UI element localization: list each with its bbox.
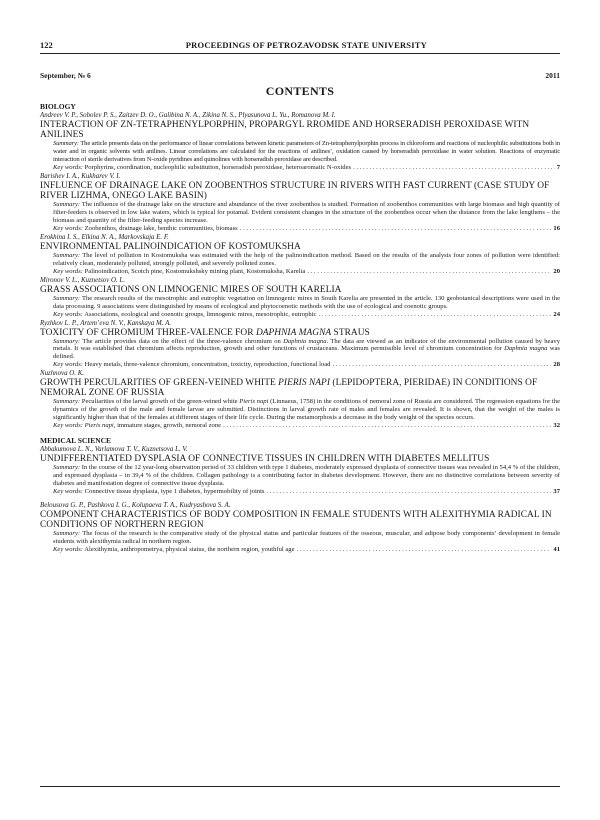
- summary-text: The focus of the research is the comparative study of the physical status and particular features of the osseous, muscular, and adipose body components’ development in female students with alexithymia radical in northern region.: [53, 530, 560, 546]
- keywords-text: [53, 361, 330, 369]
- entry-keywords: [53, 361, 560, 369]
- entry-keywords: [53, 225, 560, 233]
- keywords-value: , immature stages, growth, nemoral zone: [113, 422, 222, 430]
- entry-summary: [53, 398, 560, 422]
- summary-label: Summary:: [53, 140, 79, 147]
- keywords-value: Alexithymia, anthropometrya, physical status, the northern region, youthful age: [84, 546, 295, 554]
- toc-entry: [40, 277, 560, 319]
- leader-dots: [353, 164, 555, 172]
- summary-text: The article provides data on the effect of the three-valence chromium on: [82, 337, 284, 345]
- footer-rule: [40, 786, 560, 787]
- entry-page-number[interactable]: 41: [553, 546, 560, 554]
- keywords-text: [53, 546, 295, 554]
- entry-summary: [53, 530, 560, 546]
- entry-title: [40, 328, 560, 338]
- summary-text: The level of pollution in Kostomuksha was estimated with the help of the palinoindication method. Based on the results of the analysis four zones of pollution were identified: relatively clean, moderately polluted, strongly polluted, and severely polluted zones.: [53, 251, 561, 267]
- summary-species-name: Daphnia magna: [283, 337, 327, 345]
- keywords-label: Key words:: [53, 163, 83, 171]
- entry-keywords: [53, 311, 560, 319]
- entry-authors: Erokhina I. S., Elkina N. A., Markovskaja E. F.: [40, 233, 169, 241]
- summary-text: The influence of the drainage lake on the structure and abundance of the river zoobenthos is studied. Formation of zoobenthos communities with large biomass and high quantity of filter-feeders is observed in low lake waters, which is typical for potamal. Evident consistent changes in the structure of the zoobenthos occur when the distance from the lake lengthens – the biomass and quantity of the filter-feeding species increase.: [53, 200, 560, 224]
- summary-species-name: Pieris napi: [239, 398, 269, 406]
- keywords-label: Key words:: [53, 361, 83, 369]
- keywords-value: Palinoindication, Scotch pine, Kostomukshsky mining plant, Kostomuksha, Karelia: [84, 267, 306, 275]
- entry-keywords: [53, 268, 560, 276]
- entry-page-number[interactable]: 24: [553, 310, 560, 318]
- toc-entry: [40, 112, 560, 172]
- entry-authors: Andreev V. P., Sobolev P. S., Zaitzev D. O., Galibina N. A., Zikina N. S., Plyasunova L. Yu., Romanova M. I.: [40, 112, 336, 119]
- summary-label: Summary:: [53, 251, 81, 259]
- leader-dots: [266, 488, 551, 496]
- keywords-species-name: Pieris napi: [84, 422, 114, 430]
- entry-title: UNDIFFERENTIATED DYSPLASIA OF CONNECTIVE TISSUES IN CHILDREN WITH DIABETES MELLITUS: [40, 454, 490, 465]
- entry-page-number[interactable]: 28: [553, 361, 560, 369]
- entry-authors: Abbakumova L. N., Varlamova T. V., Kuznetsova L. V.: [40, 446, 188, 454]
- toc-entry: [40, 173, 560, 233]
- contents-heading: CONTENTS: [265, 84, 335, 98]
- entry-summary: [53, 464, 560, 488]
- summary-text: The article presents data on the performance of linear correlations between kinetic parameters of Zn-tetraphenylporphin process in chloroform and reactions of nucleophilic substitutions both in water and in organic solvents with anilines. Linear correlations are calculated for the reactions of anilines’, oxidation caused by horseradish peroxidase in water solution. Reactions of enzymatic interaction of sterile derivatives from N-oxide pyridines and quinolines with horseradish peroxidase are described.: [53, 140, 560, 163]
- leader-dots: [240, 225, 552, 233]
- toc-entry: [40, 320, 560, 370]
- entry-authors: Ryzhkov L. P., Artem’eva N. V., Kanskaya M. A.: [40, 319, 172, 327]
- section-title-biology: BIOLOGY: [40, 102, 76, 111]
- title-species-name: PIERIS NAPI: [278, 378, 330, 389]
- summary-label: Summary:: [53, 294, 81, 302]
- leader-dots: [223, 422, 551, 430]
- title-part: GROWTH PERCULARITIES OF GREEN-VEINED WHITE: [40, 378, 279, 389]
- keywords-label: Key words:: [53, 546, 83, 554]
- leader-dots: [297, 546, 552, 554]
- summary-species-name: Daphnia magna: [504, 345, 548, 353]
- toc-entry: [40, 446, 560, 496]
- keywords-value: Zoobenthos, drainage lake, benthic communities, biomass: [84, 224, 238, 232]
- summary-text: (Linnaeus, 1758) in the conditions of nemoral zone of Russia are considered. The regression equations for the dynamics of the growth of the male and female larvae are submitted. Distinctions in larval growth rate of males and females are revealed. It is shown, that the weight of the males is significantly higher than that of the females at different stages of their life cycle. During the metamorphosis a decrease in the body weight of the species occurs.: [53, 398, 560, 422]
- title-part: (LEPIDOPTERA, PIERIDAE) IN CONDITIONS OF NEMORAL ZONE OF RUSSIA: [40, 378, 538, 399]
- keywords-label: Key words:: [53, 488, 83, 496]
- summary-label: Summary:: [53, 200, 81, 208]
- entry-keywords: [53, 164, 560, 172]
- entry-keywords: [53, 546, 560, 554]
- journal-title: PROCEEDINGS OF PETROZAVODSK STATE UNIVERSITY: [185, 40, 427, 50]
- header-rule: [40, 53, 560, 54]
- keywords-text: [53, 488, 264, 496]
- entry-summary: [53, 252, 560, 268]
- keywords-value: Heavy metals, three-valence chromium, concentration, toxicity, reproduction, functional load: [84, 361, 331, 369]
- entry-keywords: [53, 488, 560, 496]
- entry-page-number[interactable]: 16: [553, 224, 560, 232]
- entry-summary: [53, 140, 560, 164]
- keywords-value: Associations, ecological and coenotic groups, limnogenic mires, mesotrophic, eutrophic: [84, 310, 317, 318]
- keywords-text: [53, 311, 316, 319]
- toc-entry: [40, 370, 560, 430]
- entry-title: GRASS ASSOCIATIONS ON LIMNOGENIC MIRES OF SOUTH KARELIA: [40, 284, 342, 295]
- keywords-label: Key words:: [53, 422, 83, 430]
- entry-title: [40, 378, 560, 398]
- toc-entry: [40, 234, 560, 276]
- entry-page-number[interactable]: 20: [553, 267, 560, 275]
- keywords-text: [53, 164, 351, 172]
- page-number: 122: [40, 40, 53, 50]
- issue-line: [40, 71, 560, 80]
- keywords-label: Key words:: [53, 224, 83, 232]
- entry-authors: Mironov V. L., Kuznetsov O. L.: [40, 276, 125, 284]
- issue-date: September, № 6: [40, 71, 91, 80]
- entry-page-number[interactable]: 32: [553, 422, 560, 430]
- keywords-value: Porphyrins, coordination, nucleophilic substitution, horseradish peroxidase, heteroaromatic N-oxides: [84, 163, 352, 171]
- entry-summary: [53, 201, 560, 225]
- summary-label: Summary:: [53, 530, 81, 538]
- keywords-label: Key words:: [53, 267, 83, 275]
- running-head: [40, 40, 560, 50]
- entry-summary: [53, 338, 560, 362]
- summary-text: In the course of the 12 year-long observation period of 33 children with type 1 diabetes, moderately expressed dysplasia of connective tissues was revealed in 54,4 % of the children, and expressed dysplasia – in 39,4 % of the children. Collagen pathology is a contributing factor in diabetes development. However, there are no distinctive correlations between severity of diabetes and manifestation degree of connective tissue dysplasia.: [53, 464, 560, 488]
- leader-dots: [307, 268, 551, 276]
- entry-authors: Belousova G. P., Pashkova I. G., Kolupaeva T. A., Kudryashova S. A.: [40, 502, 231, 510]
- entry-title: INTERACTION OF ZN-TETRAPHENYLPORPHIN, PROPARGYL RROMIDE AND HORSERADISH PEROXIDASE WITN ANILINES: [40, 120, 530, 140]
- keywords-text: [53, 268, 305, 276]
- entry-page-number[interactable]: 7: [556, 163, 560, 171]
- entry-title: ENVIRONMENTAL PALINOINDICATION OF KOSTOMUKSHA: [40, 241, 301, 252]
- entry-keywords: [53, 422, 560, 430]
- entry-summary: [53, 295, 560, 311]
- summary-text: Peculiarities of the larval growth of the green-veined white: [81, 398, 240, 406]
- summary-text: was defined.: [53, 345, 560, 361]
- title-part: TOXICITY OF CHROMIUM THREE-VALENCE FOR: [40, 327, 256, 338]
- keywords-text: [53, 225, 238, 233]
- keywords-value: Connective tissue dysplasia, type 1 diabetes, hypermobility of joints: [84, 488, 265, 496]
- keywords-label: Key words:: [53, 310, 83, 318]
- summary-label: Summary:: [53, 337, 81, 345]
- leader-dots: [318, 311, 551, 319]
- entry-title: COMPONENT CHARACTERISTICS OF BODY COMPOSITION IN FEMALE STUDENTS WITH ALEXITHYMIA RADICAL IN CONDITIONS OF NORTHERN REGION: [40, 510, 552, 531]
- toc-page: [40, 40, 560, 554]
- title-species-name: DAPHNIA MAGNA: [255, 327, 332, 338]
- summary-label: Summary:: [53, 398, 81, 406]
- summary-text: The research results of the mesotrophic and eutrophic vegetation on limnogenic mires in South Karelia are presented in the article. 130 geobotanical descriptions were used in the data processing. 9 associations were distinguished by means of ecological and phytocoenotic methods with the use of ecological and coenotic groups.: [53, 294, 560, 310]
- summary-text: . The data are viewed as an indicator of the environmental pollution caused by heavy metals. It was established that chromium affects reproduction, growth and other functions of crustaceans. Maximum permissible level of chromium concentration for: [53, 337, 560, 353]
- entry-authors: Nuzhnova O. K.: [40, 370, 85, 378]
- summary-label: Summary:: [53, 464, 81, 472]
- entry-authors: Barishev I. A., Kukharev V. I.: [40, 172, 121, 180]
- keywords-text: [53, 422, 221, 430]
- leader-dots: [332, 361, 551, 369]
- toc-entry: [40, 502, 560, 554]
- section-title-medical-science: MEDICAL SCIENCE: [40, 436, 112, 446]
- entry-title: INFLUENCE OF DRAINAGE LAKE ON ZOOBENTHOS STRUCTURE IN RIVERS WITH FAST CURRENT (CASE STUDY OF RIVER LIZHMA, ONEGO LAKE BASIN): [40, 180, 550, 201]
- title-part: STRAUS: [331, 327, 370, 338]
- issue-year: 2011: [545, 71, 560, 80]
- entry-page-number[interactable]: 37: [553, 488, 560, 496]
